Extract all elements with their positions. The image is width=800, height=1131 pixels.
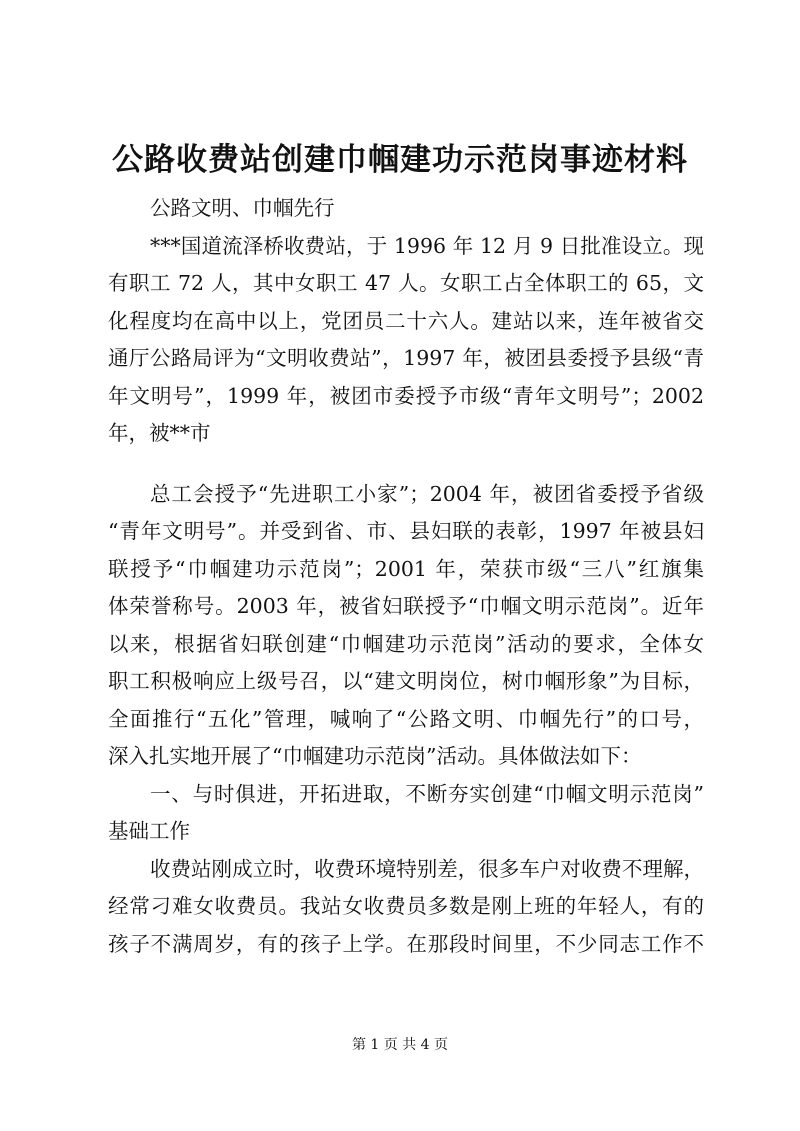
text-line: 孩子不满周岁，有的孩子上学。在那段时间里，不少同志工作不 [108, 931, 704, 956]
text-line: 以来，根据省妇联创建“巾帼建功示范岗”活动的要求，全体女 [108, 631, 704, 656]
text-line: 年，被**市 [108, 421, 211, 445]
paragraph [108, 851, 704, 964]
text-line: 基础工作 [108, 819, 190, 843]
document-title: 公路收费站创建巾帼建功示范岗事迹材料 [112, 142, 688, 178]
text-line: “青年文明号”。并受到省、市、县妇联的表彰，1997 年被县妇 [108, 519, 704, 543]
text-line: 有职工 72 人，其中女职工 47 人。女职工占全体职工的 65，文 [108, 271, 704, 295]
text-line: 化程度均在高中以上，党团员二十六人。建站以来，连年被省交 [108, 308, 704, 333]
text-line: 通厅公路局评为“文明收费站”，1997 年，被团县委授予县级“青 [108, 346, 704, 370]
subtitle-line: 公路文明、巾帼先行 [150, 196, 335, 220]
text-line: ***国道流泽桥收费站，于 1996 年 12 月 9 日批准设立。现 [150, 233, 704, 258]
text-line: 职工积极响应上级号召，以“建文明岗位，树巾帼形象”为目标， [108, 669, 704, 693]
paragraph [108, 476, 704, 776]
text-line: 收费站刚成立时，收费环境特别差，很多车户对收费不理解， [150, 856, 704, 881]
text-line: 全面推行“五化”管理，喊响了“公路文明、巾帼先行”的口号， [108, 706, 704, 731]
paragraph [108, 776, 704, 851]
paragraph-gap [108, 453, 704, 476]
text-line: 一、与时俱进，开拓进取，不断夯实创建“巾帼文明示范岗” [150, 781, 704, 806]
text-line: 深入扎实地开展了“巾帼建功示范岗”活动。具体做法如下： [108, 744, 642, 768]
text-line: 联授予“巾帼建功示范岗”；2001 年，荣获市级“三八”红旗集 [108, 556, 704, 581]
paragraph [108, 228, 704, 453]
document-body [108, 190, 704, 963]
text-line: 体荣誉称号。2003 年，被省妇联授予“巾帼文明示范岗”。近年 [108, 594, 704, 618]
text-line: 年文明号”，1999 年，被团市委授予市级“青年文明号”；2002 [108, 383, 704, 408]
page-number-footer: 第 1 页 共 4 页 [351, 1037, 449, 1053]
text-line: 经常刁难女收费员。我站女收费员多数是刚上班的年轻人，有的 [108, 894, 704, 918]
text-line: 总工会授予“先进职工小家”；2004 年，被团省委授予省级 [150, 481, 704, 506]
